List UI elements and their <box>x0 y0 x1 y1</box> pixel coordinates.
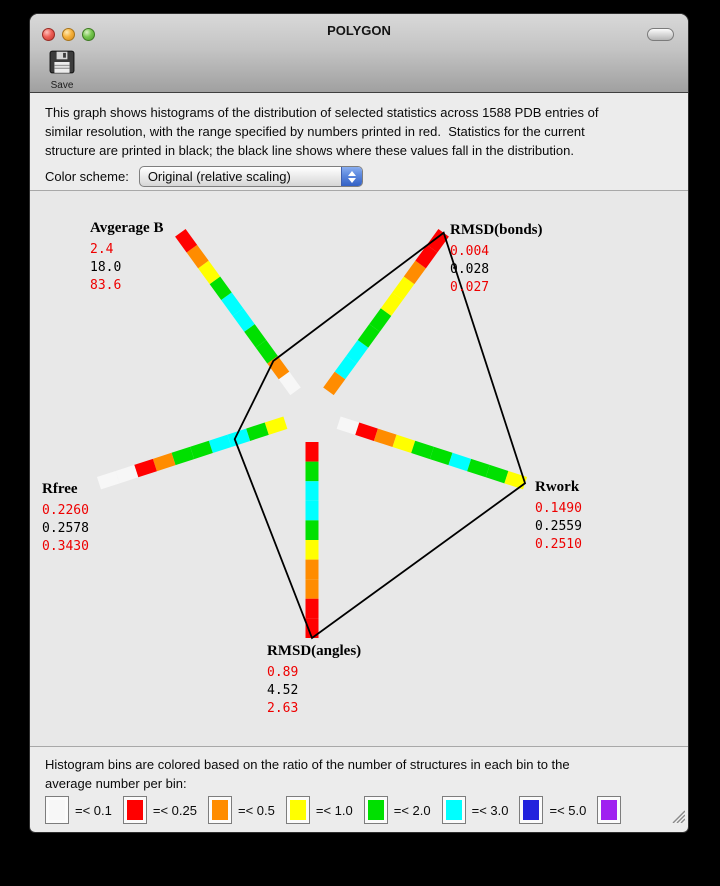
legend-item <box>45 796 112 824</box>
white-bin-swatch <box>45 796 69 824</box>
axis-range-min: 0.89 <box>267 665 299 680</box>
histogram-segment <box>409 264 421 280</box>
legend-panel <box>30 747 688 831</box>
axis-range-min: 2.4 <box>90 242 114 257</box>
window-title: POLYGON <box>327 23 391 38</box>
histogram-segment <box>203 264 215 280</box>
histogram-segment <box>229 435 248 441</box>
axis-current-value: 0.2559 <box>535 519 582 534</box>
polygon-window <box>30 14 688 832</box>
axis-range-max: 0.027 <box>450 280 490 295</box>
legend-item <box>597 796 621 824</box>
polygon-plot-panel <box>30 190 688 747</box>
red-bin-swatch <box>123 796 147 824</box>
axis-label-block <box>535 479 582 554</box>
histogram-segment <box>469 465 488 471</box>
axis-range-min: 0.1490 <box>535 501 582 516</box>
description-line: This graph shows histograms of the distribution of selected statistics across 1588 PDB entries of <box>45 105 599 120</box>
histogram-segment <box>155 459 174 465</box>
histogram-segment <box>99 477 118 483</box>
cyan-bin-swatch <box>442 796 466 824</box>
legend-row <box>45 796 678 824</box>
toolbar-toggle-capsule[interactable] <box>647 28 674 41</box>
orange-bin-swatch <box>208 796 232 824</box>
legend-label: =< 2.0 <box>393 802 431 818</box>
histogram-segment <box>395 441 414 447</box>
histogram-segment <box>328 375 340 391</box>
histogram-segment <box>488 471 507 477</box>
axis-name: Rfree <box>42 481 78 497</box>
axis-label-block <box>267 643 361 718</box>
histogram-segment <box>506 477 525 483</box>
save-button[interactable] <box>44 50 80 91</box>
axis-name: RMSD(angles) <box>267 643 362 659</box>
histogram-segment <box>192 447 211 453</box>
legend-item <box>442 796 509 824</box>
histogram-segment <box>174 453 193 459</box>
histogram-segment <box>376 435 395 441</box>
histogram-segment <box>211 441 230 447</box>
legend-label: =< 5.0 <box>549 802 587 818</box>
histogram-segment <box>357 429 376 435</box>
titlebar <box>30 14 688 48</box>
axis-name: Rwork <box>535 479 580 495</box>
histogram-segment <box>215 280 227 296</box>
axis-current-value: 0.2578 <box>42 521 89 536</box>
histogram-note-line: Histogram bins are colored based on the ratio of the number of structures in each bin to the <box>45 757 570 772</box>
histogram-segment <box>226 296 238 312</box>
histogram-segment <box>273 360 285 376</box>
legend-label: =< 1.0 <box>315 802 353 818</box>
histogram-segment <box>192 249 204 265</box>
legend-label: =< 0.1 <box>75 802 112 818</box>
histogram-segment <box>136 465 155 471</box>
legend-item <box>364 796 431 824</box>
histogram-segment <box>248 429 267 435</box>
legend-item <box>208 796 275 824</box>
resize-grip-icon[interactable] <box>670 808 685 828</box>
axis-label-block <box>90 220 163 295</box>
yellow-bin-swatch <box>286 796 310 824</box>
histogram-note-line: average number per bin: <box>45 776 187 791</box>
axis-range-min: 0.2260 <box>42 503 89 518</box>
histogram-segment <box>375 312 387 328</box>
histogram-segment <box>351 344 363 360</box>
legend-item <box>519 796 586 824</box>
histogram-segment <box>386 296 398 312</box>
axis-current-value: 18.0 <box>90 260 122 275</box>
histogram-segment <box>249 328 261 344</box>
histogram-segment <box>340 360 352 376</box>
histogram-segment <box>413 447 432 453</box>
legend-item <box>286 796 353 824</box>
histogram-segment <box>267 423 286 429</box>
description-panel <box>30 93 688 190</box>
dropdown-arrows-icon <box>341 167 362 186</box>
legend-label: =< 3.0 <box>471 802 509 818</box>
green-bin-swatch <box>364 796 388 824</box>
window-header <box>30 14 688 93</box>
histogram-segment <box>118 471 137 477</box>
axis-label-block <box>450 222 543 297</box>
histogram-segment <box>261 344 273 360</box>
histogram-segment <box>339 423 358 429</box>
histogram-segment <box>421 249 433 265</box>
axis-current-value: 0.028 <box>450 262 490 277</box>
axis-label-block <box>42 481 89 556</box>
legend-item <box>123 796 197 824</box>
histogram-segment <box>450 459 469 465</box>
color-scheme-label: Color scheme: <box>45 169 129 184</box>
histogram-segment <box>398 280 410 296</box>
axis-range-max: 83.6 <box>90 278 122 293</box>
axis-current-value: 4.52 <box>267 683 299 698</box>
description-line: similar resolution, with the range specified by numbers printed in red. Statistics for the current <box>45 124 585 139</box>
color-scheme-dropdown[interactable] <box>139 166 363 187</box>
color-scheme-value: Original (relative scaling) <box>147 169 291 184</box>
axis-name: RMSD(bonds) <box>450 222 543 238</box>
toolbar <box>30 48 688 92</box>
description-line: structure are printed in black; the black line shows where these values fall in the distribution. <box>45 143 574 158</box>
histogram-segment <box>180 233 192 249</box>
legend-label: =< 0.25 <box>152 802 197 818</box>
histogram-segment <box>238 312 250 328</box>
save-label: Save <box>50 80 74 91</box>
histogram-segment <box>284 375 296 391</box>
histogram-segment <box>363 328 375 344</box>
axis-name: Avgerage B <box>90 220 164 236</box>
save-icon <box>49 50 75 79</box>
axis-range-min: 0.004 <box>450 244 490 259</box>
axis-range-max: 0.2510 <box>535 537 582 552</box>
axis-range-max: 0.3430 <box>42 539 89 554</box>
histogram-segment <box>432 453 451 459</box>
blue-bin-swatch <box>519 796 543 824</box>
legend-label: =< 0.5 <box>237 802 275 818</box>
purple-bin-swatch <box>597 796 621 824</box>
axis-range-max: 2.63 <box>267 701 299 716</box>
